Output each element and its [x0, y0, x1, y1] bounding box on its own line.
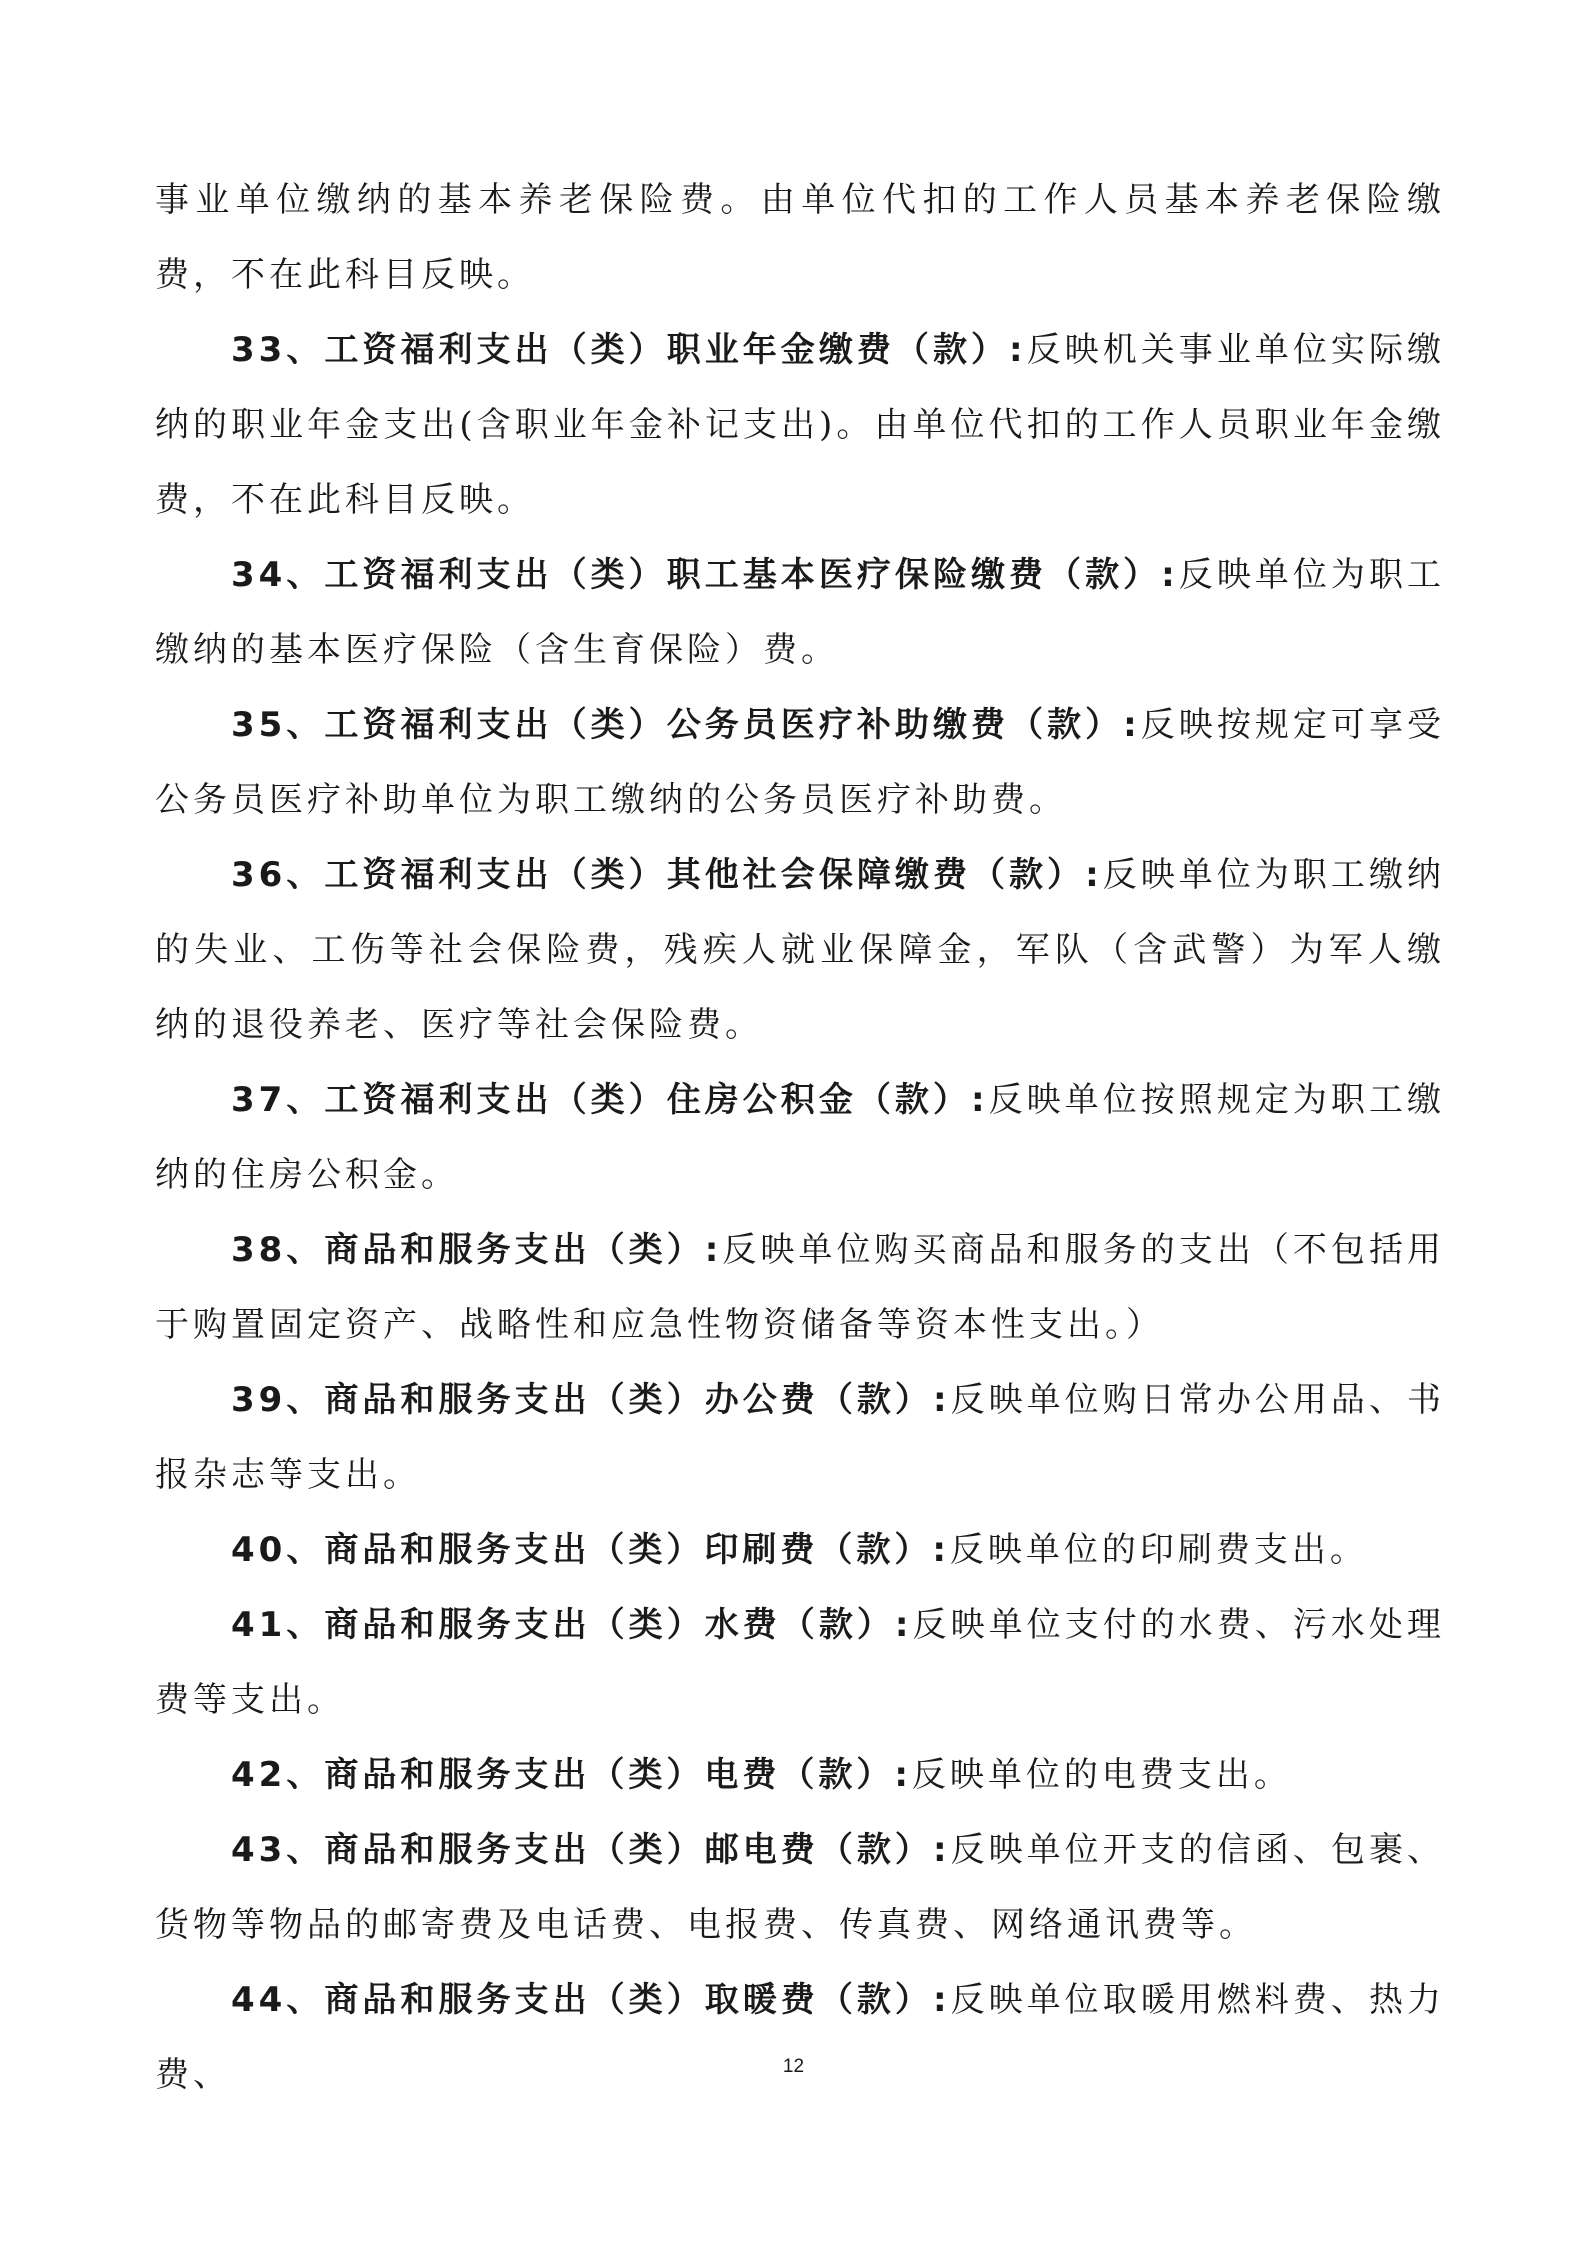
item-heading: 36、工资福利支出（类）其他社会保障缴费（款）: [231, 855, 1103, 895]
item-text: 反映单位为职工缴纳的失业、工伤等社会保险费，残疾人就业保障金，军队（含武警）为军人缴纳的退役养老、医疗等社会保险费。 [155, 855, 1445, 1045]
item-33 [155, 313, 1445, 538]
continuation-paragraph: 事业单位缴纳的基本养老保险费。由单位代扣的工作人员基本养老保险缴费，不在此科目反映。 [155, 180, 1445, 295]
item-text: 反映按规定可享受公务员医疗补助单位为职工缴纳的公务员医疗补助费。 [155, 705, 1445, 820]
item-43 [155, 1813, 1445, 1963]
item-heading: 39、商品和服务支出（类）办公费（款）: [231, 1380, 951, 1420]
item-34 [155, 538, 1445, 688]
item-text: 反映单位的电费支出。 [911, 1755, 1292, 1795]
item-heading: 38、商品和服务支出（类）: [231, 1230, 723, 1270]
item-heading: 43、商品和服务支出（类）邮电费（款）: [231, 1830, 951, 1870]
item-39 [155, 1363, 1445, 1513]
item-text: 反映单位开支的信函、包裹、货物等物品的邮寄费及电话费、电报费、传真费、网络通讯费等。 [155, 1830, 1445, 1945]
item-heading: 33、工资福利支出（类）职业年金缴费（款）: [231, 330, 1027, 370]
item-text: 反映单位支付的水费、污水处理费等支出。 [155, 1605, 1446, 1720]
item-text: 反映单位为职工缴纳的基本医疗保险（含生育保险）费。 [155, 555, 1445, 670]
item-41 [155, 1588, 1445, 1738]
item-37 [155, 1063, 1445, 1213]
item-text: 反映单位按照规定为职工缴纳的住房公积金。 [155, 1080, 1445, 1195]
item-text: 反映单位的印刷费支出。 [949, 1530, 1368, 1570]
item-heading: 41、商品和服务支出（类）水费（款）: [231, 1605, 913, 1645]
document-body [155, 163, 1445, 2113]
item-text: 反映单位购日常办公用品、书报杂志等支出。 [155, 1380, 1445, 1495]
item-heading: 35、工资福利支出（类）公务员医疗补助缴费（款）: [231, 705, 1141, 745]
item-heading: 40、商品和服务支出（类）印刷费（款）: [231, 1530, 950, 1570]
item-text: 反映机关事业单位实际缴纳的职业年金支出(含职业年金补记支出)。由单位代扣的工作人员职业年金缴费，不在此科目反映。 [155, 330, 1445, 520]
item-35 [155, 688, 1445, 838]
item-40 [155, 1513, 1445, 1588]
item-42 [155, 1738, 1445, 1813]
item-36 [155, 838, 1445, 1063]
item-text: 反映单位取暖用燃料费、热力费、 [155, 1980, 1445, 2095]
item-38 [155, 1213, 1445, 1363]
item-heading: 37、工资福利支出（类）住房公积金（款）: [231, 1080, 989, 1120]
item-text: 反映单位购买商品和服务的支出（不包括用于购置固定资产、战略性和应急性物资储备等资本性支出。） [155, 1230, 1445, 1345]
page-number: 12 [782, 2056, 805, 2077]
item-heading: 44、商品和服务支出（类）取暖费（款）: [231, 1980, 951, 2020]
item-heading: 34、工资福利支出（类）职工基本医疗保险缴费（款）: [231, 555, 1179, 595]
item-44 [155, 1963, 1445, 2113]
item-heading: 42、商品和服务支出（类）电费（款）: [231, 1755, 912, 1795]
